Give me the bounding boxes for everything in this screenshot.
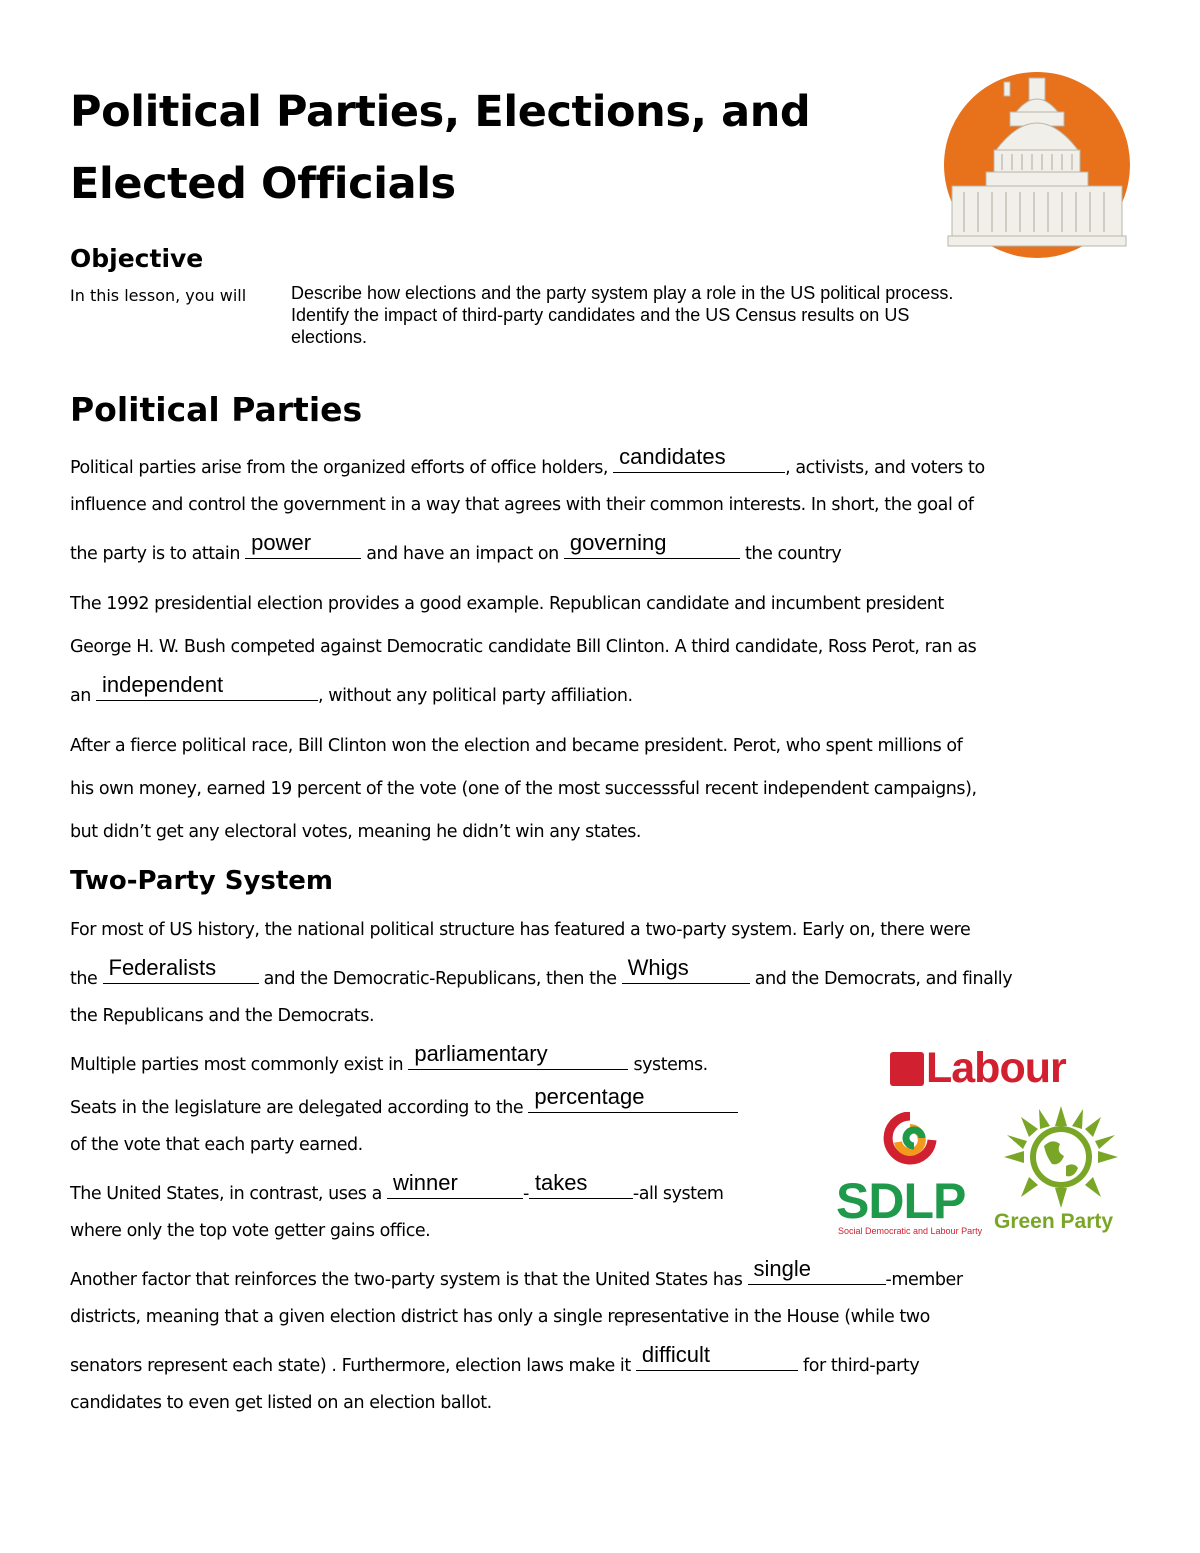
text-line: [70, 672, 633, 710]
answer-text: candidates: [619, 444, 726, 469]
green-party-logo: [994, 1104, 1129, 1244]
text-line: For most of US history, the national political structure has featured a two-party system. Early on, there were: [70, 920, 971, 940]
text-line: candidates to even get listed on an election ballot.: [70, 1393, 492, 1413]
text-line: [70, 955, 1013, 993]
objective-line-3: elections.: [291, 327, 368, 347]
labour-logo-text: Labour: [926, 1044, 1066, 1092]
text-line: [70, 1342, 920, 1380]
text-segment: Another factor that reinforces the two-party system is that the United States has: [70, 1270, 743, 1290]
title-line-1: Political Parties, Elections, and: [70, 87, 811, 137]
text-line: After a fierce political race, Bill Clinton won the election and became president. Perot, who spent millions of: [70, 736, 963, 756]
text-segment: -member: [885, 1270, 963, 1290]
text-segment: and have an impact on: [366, 544, 559, 564]
answer-text: percentage: [534, 1084, 645, 1109]
objective-heading: Objective: [70, 244, 204, 273]
text-line: but didn’t get any electoral votes, meaning he didn’t win any states.: [70, 822, 642, 842]
text-segment: -all system: [632, 1184, 724, 1204]
text-line: George H. W. Bush competed against Democratic candidate Bill Clinton. A third candidate, Ross Perot, ran as: [70, 637, 977, 657]
answer-text: Whigs: [627, 955, 689, 980]
text-line: the Republicans and the Democrats.: [70, 1006, 375, 1026]
text-segment: the: [70, 969, 98, 989]
objective-lead: In this lesson, you will: [70, 286, 247, 305]
text-segment: , activists, and voters to: [785, 458, 985, 478]
answer-text: governing: [569, 530, 667, 555]
text-line: districts, meaning that a given election district has only a single representative in the House (while two: [70, 1307, 930, 1327]
text-line: [70, 1041, 708, 1079]
text-line: [70, 1170, 724, 1208]
objective-line-2: Identify the impact of third-party candidates and the US Census results on US: [291, 305, 910, 325]
page-title: [70, 76, 890, 220]
text-line: [70, 1256, 963, 1294]
sdlp-emblem-icon: [870, 1112, 950, 1174]
answer-blank[interactable]: [245, 530, 361, 559]
text-segment: systems.: [633, 1055, 708, 1075]
answer-blank[interactable]: [103, 955, 259, 984]
labour-logo: [890, 1044, 1085, 1094]
two-party-heading: Two-Party System: [70, 866, 334, 896]
text-segment: for third-party: [803, 1356, 920, 1376]
answer-text: parliamentary: [414, 1041, 548, 1066]
answer-blank[interactable]: [622, 955, 750, 984]
political-parties-heading: Political Parties: [70, 390, 363, 429]
text-segment: Multiple parties most commonly exist in: [70, 1055, 404, 1075]
text-segment: and the Democrats, and finally: [754, 969, 1013, 989]
text-line: The 1992 presidential election provides a good example. Republican candidate and incumbent president: [70, 594, 944, 614]
answer-blank[interactable]: [613, 444, 785, 473]
text-segment: -: [522, 1184, 529, 1204]
objective-text: [291, 282, 1091, 348]
sdlp-logo: [836, 1112, 988, 1242]
green-party-globe-icon: [994, 1104, 1129, 1210]
objective-line-1: Describe how elections and the party system play a role in the US political process.: [291, 283, 954, 303]
text-segment: an: [70, 686, 91, 706]
text-line: his own money, earned 19 percent of the vote (one of the most successsful recent independent campaigns),: [70, 779, 977, 799]
sdlp-logo-subtitle: Social Democratic and Labour Party: [838, 1226, 983, 1236]
answer-blank[interactable]: [748, 1256, 886, 1285]
capitol-dome-icon: [944, 72, 1130, 258]
answer-blank[interactable]: [387, 1170, 523, 1199]
sdlp-logo-text: SDLP: [836, 1173, 966, 1229]
answer-text: Federalists: [108, 955, 217, 980]
answer-text: single: [753, 1256, 811, 1281]
text-line: where only the top vote getter gains office.: [70, 1221, 431, 1241]
answer-blank[interactable]: [636, 1342, 798, 1371]
answer-blank[interactable]: [528, 1084, 738, 1113]
text-line: [70, 444, 985, 482]
text-segment: senators represent each state) . Furthermore, election laws make it: [70, 1356, 631, 1376]
text-segment: Political parties arise from the organized efforts of office holders,: [70, 458, 609, 478]
text-segment: Seats in the legislature are delegated according to the: [70, 1098, 524, 1118]
text-line: of the vote that each party earned.: [70, 1135, 363, 1155]
text-segment: , without any political party affiliation.: [318, 686, 633, 706]
answer-text: power: [251, 530, 312, 555]
text-segment: The United States, in contrast, uses a: [70, 1184, 382, 1204]
text-segment: and the Democratic-Republicans, then the: [263, 969, 617, 989]
text-line: [70, 1084, 738, 1122]
text-line: [70, 530, 842, 568]
rose-icon: [890, 1052, 924, 1086]
text-segment: the party is to attain: [70, 544, 240, 564]
answer-blank[interactable]: [564, 530, 740, 559]
answer-text: winner: [392, 1170, 458, 1195]
answer-blank[interactable]: [96, 672, 318, 701]
title-line-2: Elected Officials: [70, 159, 456, 209]
green-party-logo-text: Green Party: [994, 1210, 1114, 1233]
answer-text: difficult: [641, 1342, 710, 1367]
text-segment: the country: [745, 544, 842, 564]
answer-blank[interactable]: [529, 1170, 633, 1199]
answer-text: takes: [534, 1170, 588, 1195]
answer-blank[interactable]: [408, 1041, 628, 1070]
answer-text: independent: [102, 672, 224, 697]
text-line: influence and control the government in a way that agrees with their common interests. In short, the goal of: [70, 495, 974, 515]
